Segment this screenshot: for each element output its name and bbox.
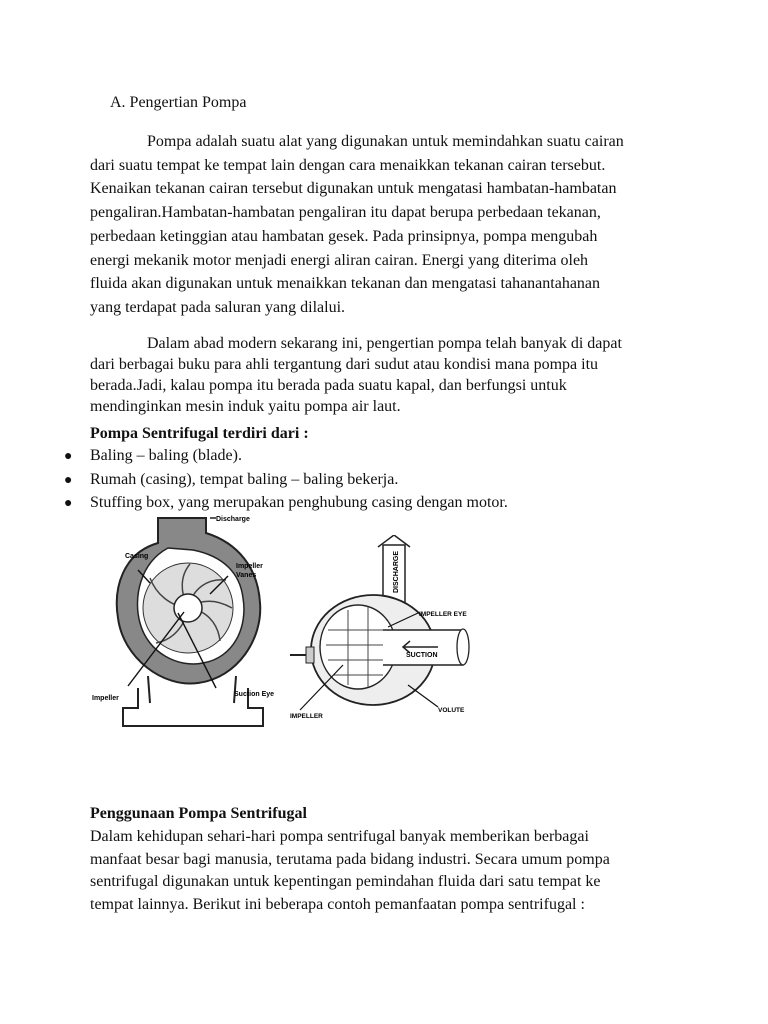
paragraph-line: yang terdapat pada saluran yang dilalui. [90, 298, 346, 316]
paragraph-line: Dalam kehidupan sehari-hari pompa sentrifugal banyak memberikan berbagai [90, 828, 589, 845]
paragraph-line: berada.Jadi, kalau pompa itu berada pada suatu kapal, dan berfungsi untuk [90, 377, 567, 394]
bullet-icon: ● [64, 449, 73, 464]
label-impeller-vanes: Impeller [236, 563, 263, 570]
paragraph-line: tempat lainnya. Berikut ini beberapa contoh pemanfaatan pompa sentrifugal : [90, 895, 585, 913]
paragraph-line: manfaat besar bagi manusia, terutama pada bidang industri. Secara umum pompa [90, 850, 610, 868]
paragraph-line: dari suatu tempat ke tempat lain dengan cara menaikkan tekanan cairan tersebut. [90, 156, 606, 174]
document-page: A. Pengertian Pompa Pompa adalah suatu alat yang digunakan untuk memindahkan suatu cairan dari suatu tempat ke tempat lain dengan cara menaikkan tekanan cairan tersebut. Kenaikan tekanan cairan tersebut digunakan untuk mengatasi hambatan-hambatan pengaliran.Hambatan-hambatan pengaliran itu dapat berupa perbedaan tekanan, perbedaan ketinggian atau hambatan gesek. Pada prinsipnya, pompa mengubah energi mekanik motor menjadi energi aliran cairan. Energi yang diterima oleh fluida akan digunakan untuk menaikkan tekanan dan mengatasi tahanantahanan yang terdapat pada saluran yang dilalui. Dalam abad modern sekarang ini, pengertian pompa telah banyak di dapat dari berbagai buku para ahli tergantung dari sudut atau kondisi mana pompa itu berada.Jadi, kalau pompa itu berada pada suatu kapal, dan berfungsi untuk mendinginkan mesin induk yaitu pompa air laut. Pompa Sentrifugal terdiri dari : ● Baling – baling (blade). ● Rumah (casing), tempat baling – baling bekerja. ● Stuffing box, yang merupakan penghubung casing dengan motor. Discharge Casing Impeller Vanes Impeller Suction Eye DISCHARGE SUCTION IMPELLER EYE IMPELLER VOLUTE Penggunaan Pompa Sentrifugal Dalam kehidupan sehari-hari pompa sentrifugal banyak memberikan berbagai manfaat besar bagi manusia, terutama pada bidang industri. Secara umum pompa sentrifugal digunakan untuk kepentingan pemindahan fluida dari satu tempat ke tempat lainnya. Berikut ini beberapa contoh pemanfaatan pompa sentrifugal : [0, 0, 768, 1024]
paragraph-line: energi mekanik motor menjadi energi aliran cairan. Energi yang diterima oleh [90, 251, 589, 269]
pump-cross-section-diagram [88, 508, 288, 733]
label-impeller-eye: IMPELLER EYE [419, 611, 467, 618]
paragraph-line: sentrifugal digunakan untuk kepentingan pemindahan fluida dari satu tempat ke [90, 873, 601, 890]
paragraph-modern [90, 333, 690, 417]
label-impeller-cutaway: IMPELLER [290, 713, 323, 720]
label-impeller: Impeller [92, 695, 119, 702]
paragraph-definition [90, 130, 690, 320]
bullet-icon: ● [64, 496, 73, 511]
paragraph-line: Pompa adalah suatu alat yang digunakan untuk memindahkan suatu cairan [147, 133, 624, 150]
label-suction-eye: Suction Eye [234, 691, 275, 698]
paragraph-usage [90, 826, 690, 916]
label-discharge-cutaway: DISCHARGE [393, 550, 400, 593]
label-suction: SUCTION [406, 652, 438, 659]
pump-cutaway-diagram [288, 535, 488, 725]
paragraph-line: mendinginkan mesin induk yaitu pompa air laut. [90, 398, 401, 415]
label-casing: Casing [125, 553, 149, 560]
usage-heading: Penggunaan Pompa Sentrifugal [90, 805, 307, 822]
paragraph-line: fluida akan digunakan untuk menaikkan tekanan dan mengatasi tahanantahanan [90, 275, 601, 293]
label-impeller-vanes: Vanes [236, 572, 257, 579]
label-discharge: Discharge [216, 516, 250, 523]
paragraph-line: Kenaikan tekanan cairan tersebut digunakan untuk mengatasi hambatan-hambatan [90, 180, 617, 198]
components-heading: Pompa Sentrifugal terdiri dari : [90, 425, 309, 442]
paragraph-line: Dalam abad modern sekarang ini, pengertian pompa telah banyak di dapat [147, 335, 622, 352]
paragraph-line: dari berbagai buku para ahli tergantung dari sudut atau kondisi mana pompa itu [90, 356, 599, 373]
bullet-icon: ● [64, 472, 73, 488]
label-volute: VOLUTE [438, 707, 465, 714]
section-title: A. Pengertian Pompa [110, 94, 247, 111]
paragraph-line: pengaliran.Hambatan-hambatan pengaliran itu dapat berupa perbedaan tekanan, [90, 204, 601, 222]
paragraph-line: perbedaan ketinggian atau hambatan gesek. Pada prinsipnya, pompa mengubah [90, 227, 598, 245]
